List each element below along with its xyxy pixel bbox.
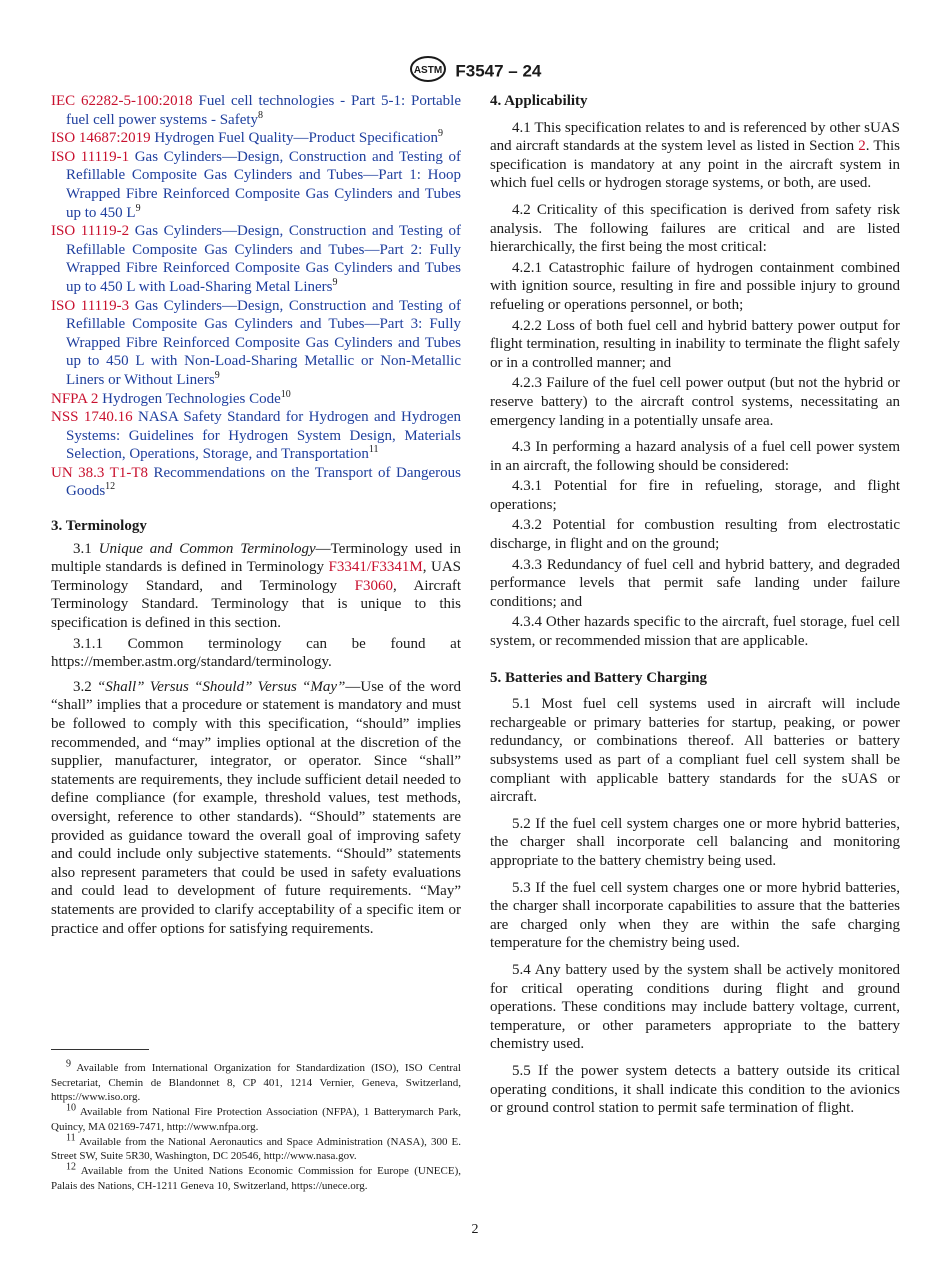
page-header bbox=[0, 55, 950, 88]
ref-code[interactable]: ISO 11119-2 bbox=[51, 223, 130, 240]
footnote-marker: 11 bbox=[368, 444, 379, 456]
para-4-3: 4.3 In performing a hazard analysis of a fuel cell power system in an aircraft, the following should be considered: bbox=[490, 439, 900, 474]
para-number: 3.1 bbox=[73, 540, 92, 557]
right-column bbox=[490, 92, 900, 1118]
ref-iec-62282 bbox=[51, 92, 461, 129]
footnote-number: 10 bbox=[66, 1102, 76, 1114]
para-text: , UAS Terminology Standard, and Terminology bbox=[51, 559, 461, 594]
ref-title[interactable]: NASA Safety Standard for Hydrogen and Hydrogen Systems: Guidelines for Hydrogen System Design, Materials Selection, Operations, Storage, and Transportation bbox=[66, 409, 461, 463]
footnote-12 bbox=[51, 1161, 461, 1193]
para-4-1 bbox=[490, 119, 900, 193]
ref-iso-11119-1 bbox=[51, 148, 461, 222]
para-4-3-2: 4.3.2 Potential for combustion resulting from electrostatic discharge, in flight and on the ground; bbox=[490, 517, 900, 553]
footnote-marker: 9 bbox=[214, 369, 220, 381]
ref-un-38-3 bbox=[51, 464, 461, 501]
ref-title[interactable]: Recommendations on the Transport of Dangerous Goods bbox=[66, 464, 461, 500]
footnote-text: Available from National Fire Protection Association (NFPA), 1 Batterymarch Park, Quincy, MA 02169-7471, http://www.nfpa.org. bbox=[51, 1106, 461, 1133]
ref-code[interactable]: ISO 11119-3 bbox=[51, 297, 130, 314]
term-heading: “Shall” Versus “Should” Versus “May” bbox=[96, 678, 346, 695]
ref-iso-11119-2 bbox=[51, 222, 461, 296]
ref-title[interactable]: Gas Cylinders—Design, Construction and Testing of Refillable Composite Gas Cylinders and Tubes—Part 3: Fully Wrapped Fibre Reinforced Composite Gas Cylinders and Tubes up to 450 L with Non-Load-Sharing Metallic or Non-Metallic Liners or Without Liners bbox=[66, 297, 461, 388]
para-number: 3.2 bbox=[73, 678, 92, 695]
para-4-2-1: 4.2.1 Catastrophic failure of hydrogen containment combined with ignition source, resulting in fire and possible injury to ground refueling or operations personnel, or both; bbox=[490, 259, 900, 313]
para-4-3-3: 4.3.3 Redundancy of fuel cell and hybrid battery, and degraded performance levels that permit safe landing under failure conditions; and bbox=[490, 556, 900, 610]
link-f3341[interactable]: F3341/F3341M bbox=[328, 559, 423, 576]
para-5-1: 5.1 Most fuel cell systems used in aircraft will include rechargeable or primary batteries for startup, peaking, or power redundancy, or combinations thereof. All batteries or battery subsystems used as part of a compliant fuel cell system shall be compliant with applicable battery standards for the sUAS or aircraft. bbox=[490, 696, 900, 806]
para-5-4: 5.4 Any battery used by the system shall be actively monitored for critical operating conditions during flight and ground operations. These conditions may include battery voltage, current, temperature, or other parameters appropriate to the battery chemistry used. bbox=[490, 961, 900, 1053]
para-5-3: 5.3 If the fuel cell system charges one or more hybrid batteries, the charger shall incorporate capabilities to assure that the batteries are charged only when they are within the safe charging temperature for the chemistry being used. bbox=[490, 879, 900, 952]
para-text: —Use of the word “shall” implies that a procedure or statement is mandatory and must be followed to comply with this specification, “should” implies recommended, and “may” implies optional at the discretion of the supplier, manufacturer, integrator, or operator. Since “shall” statements are requirements, they include sufficient detail needed to define compliance (for example, threshold values, test methods, oversight, reference to other standards). “Should” statements are provided as guidance toward the overall goal of improving safety and could include only subjective statements. “Should” statements also represent parameters that could be used in safety evaluations and could lead to development of future requirements. “May” statements are provided to clarify acceptability of a specific item or practice and offer options for satisfying requirements. bbox=[51, 678, 461, 937]
para-text: . This specification is mandatory at any point in the aircraft system in which fuel cells or hydrogen storage systems, or both, are used. bbox=[490, 138, 900, 192]
ref-nfpa-2 bbox=[51, 390, 461, 409]
link-section-2[interactable]: 2 bbox=[858, 138, 866, 155]
para-text: , Aircraft Terminology Standard. Terminology that is unique to this specification is defined in this section. bbox=[51, 577, 462, 632]
footnote-divider bbox=[51, 1049, 149, 1050]
link-f3060[interactable]: F3060 bbox=[354, 577, 393, 594]
ref-code[interactable]: ISO 11119-1 bbox=[51, 148, 130, 165]
section-4-heading: 4. Applicability bbox=[490, 93, 588, 109]
footnotes bbox=[51, 1058, 461, 1193]
term-heading: Unique and Common Terminology bbox=[98, 540, 316, 557]
ref-title[interactable]: Hydrogen Technologies Code bbox=[102, 390, 281, 407]
svg-text:ASTM: ASTM bbox=[413, 65, 442, 76]
ref-title[interactable]: Gas Cylinders—Design, Construction and Testing of Refillable Composite Gas Cylinders and Tubes—Part 2: Fully Wrapped Fibre Reinforced Composite Gas Cylinders and Tubes up to 450 L with Load-Sharing Metal Liners bbox=[66, 223, 461, 295]
ref-code[interactable]: NSS 1740.16 bbox=[51, 409, 133, 426]
section-3-heading: 3. Terminology bbox=[51, 518, 147, 535]
footnote-number: 11 bbox=[66, 1131, 76, 1143]
para-5-2: 5.2 If the fuel cell system charges one or more hybrid batteries, the charger shall incorporate cell balancing and monitoring appropriate to the battery chemistry being used. bbox=[490, 815, 900, 869]
footnote-10 bbox=[51, 1102, 461, 1134]
para-3-2 bbox=[51, 678, 461, 938]
footnote-text: Available from the National Aeronautics and Space Administration (NASA), 300 E. Street SW, Suite 5R30, Washington, DC 20546, http://www.nasa.gov. bbox=[51, 1135, 461, 1163]
para-3-1 bbox=[51, 540, 461, 633]
left-column bbox=[51, 92, 461, 938]
para-4-3-4: 4.3.4 Other hazards specific to the aircraft, fuel storage, fuel cell system, or recommended mission that are applicable. bbox=[490, 614, 900, 650]
footnote-number: 12 bbox=[66, 1161, 76, 1173]
standard-designation: F3547 – 24 bbox=[455, 61, 542, 81]
footnote-text: Available from International Organization for Standardization (ISO), ISO Central Secretariat, Chemin de Blandonnet 8, CP 401, 1214 Vernier, Geneva, Switzerland, https://www.iso.org. bbox=[51, 1062, 461, 1104]
ref-title[interactable]: Gas Cylinders—Design, Construction and Testing of Refillable Composite Gas Cylinders and Tubes—Part 1: Hoop Wrapped Fibre Reinforced Composite Gas Cylinders and Tubes up to 450 L bbox=[66, 148, 461, 221]
footnote-marker: 9 bbox=[332, 276, 338, 288]
para-4-3-1: 4.3.1 Potential for fire in refueling, storage, and flight operations; bbox=[490, 478, 900, 513]
reference-list bbox=[51, 92, 461, 501]
para-text: 4.1 This specification relates to and is referenced by other sUAS and aircraft standards at the system level as listed in Section bbox=[490, 119, 900, 155]
para-3-1-1: 3.1.1 Common terminology can be found at https://member.astm.org/standard/terminology. bbox=[51, 635, 461, 671]
para-4-2-2: 4.2.2 Loss of both fuel cell and hybrid battery power output for flight termination, resulting in inability to terminate the flight safely or in a controlled manner; and bbox=[490, 317, 900, 371]
ref-nss-1740 bbox=[51, 408, 461, 464]
ref-code[interactable]: NFPA 2 bbox=[51, 390, 99, 407]
footnote-marker: 9 bbox=[438, 128, 444, 140]
ref-title[interactable]: Fuel cell technologies - Part 5-1: Portable fuel cell power systems - Safety bbox=[66, 93, 461, 128]
footnote-marker: 8 bbox=[258, 109, 264, 121]
footnote-number: 9 bbox=[66, 1058, 71, 1070]
footnote-marker: 10 bbox=[280, 388, 291, 400]
footnote-marker: 12 bbox=[105, 481, 116, 493]
para-5-5: 5.5 If the power system detects a battery outside its critical operating conditions, it shall indicate this condition to the avionics or ground control station to permit safe termination of flight. bbox=[490, 1062, 900, 1117]
para-text: —Terminology used in multiple standards is defined in Terminology bbox=[51, 540, 462, 576]
page-number: 2 bbox=[471, 1222, 479, 1237]
ref-iso-14687 bbox=[51, 129, 461, 148]
ref-code[interactable]: IEC 62282-5-100:2018 bbox=[51, 93, 193, 109]
para-4-2: 4.2 Criticality of this specification is derived from safety risk analysis. The following failures are critical and are listed hierarchically, the first being the most critical: bbox=[490, 201, 900, 256]
ref-code[interactable]: UN 38.3 T1-T8 bbox=[51, 464, 148, 481]
ref-iso-11119-3 bbox=[51, 297, 461, 390]
section-5-heading: 5. Batteries and Battery Charging bbox=[490, 669, 708, 686]
footnote-marker: 9 bbox=[135, 202, 141, 214]
astm-logo-icon bbox=[409, 55, 447, 88]
para-4-2-3: 4.2.3 Failure of the fuel cell power output (but not the hybrid or reserve battery) to the aircraft control systems, necessitating an emergency landing in a potentially unsafe area. bbox=[490, 375, 900, 429]
footnote-11 bbox=[51, 1131, 461, 1164]
ref-code[interactable]: ISO 14687:2019 bbox=[51, 130, 151, 147]
ref-title[interactable]: Hydrogen Fuel Quality—Product Specification bbox=[154, 130, 439, 147]
footnote-text: Available from the United Nations Economic Commission for Europe (UNECE), Palais des Nations, CH-1211 Geneva 10, Switzerland, https://unece.org. bbox=[51, 1164, 461, 1192]
footnote-9 bbox=[51, 1058, 461, 1105]
